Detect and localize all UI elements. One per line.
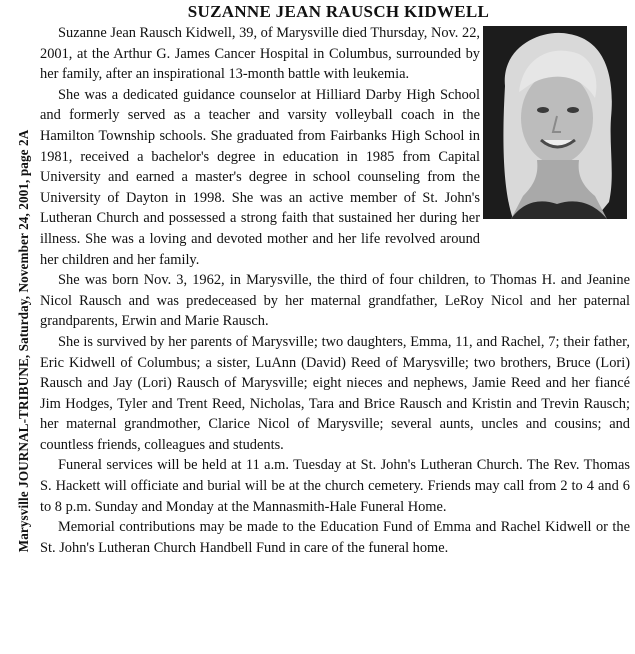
paragraph-funeral: Funeral services will be held at 11 a.m. Tuesday at St. John's Lutheran Church. The Rev. Thomas S. Hackett will officiate and burial will be at the church cemetery. Friends may call from 2 to 4 and 6 to 8 p.m. Sunday and Monday at the Mannasmith-Hale Funeral Home. [40,457,630,515]
paragraph-survivors: She is survived by her parents of Marysville; two daughters, Emma, 11, and Rachel, 7; their father, Eric Kidwell of Columbus; a sister, LuAnn (David) Reed of Marysville; two brothers, Bruce (Lori) Rausch and Jay (Lori) Rausch of Marysville; eight nieces and nephews, Jamie Reed and her fiancé Jim Hodges, Tyler and Trent Reed, Nicholas, Tara and Brice Rausch and Kristin and Trevin Rausch; her maternal grandmother, Clarice Nicol of Marysville; several aunts, uncles and cousins; and countless friends, colleagues and students. [40,333,630,453]
citation-text: Marysville JOURNAL-TRIBUNE, Saturday, November 24, 2001, page 2A [16,129,31,553]
paragraph-memorial: Memorial contributions may be made to the Education Fund of Emma and Rachel Kidwell or the St. John's Lutheran Church Handbell Fund in care of the funeral home. [40,519,630,556]
paragraph-birth: She was born Nov. 3, 1962, in Marysville, the third of four children, to Thomas H. and Jeanine Nicol Rausch and was predeceased by her maternal grandfather, LeRoy Nicol and her paternal grandparents, Erwin and Marie Rausch. [40,272,630,330]
obituary-body [40,23,630,558]
newspaper-citation [12,56,36,626]
paragraph-career: She was a dedicated guidance counselor at Hilliard Darby High School and formerly served as a teacher and varsity volleyball coach in the Hamilton Township schools. She graduated from Fairbanks High School in 1981, received a bachelor's degree in education in 1985 from Capital University and earned a master's degree in school counseling from the University of Dayton in 1998. She was an active member of St. John's Lutheran Church and possessed a strong faith that sustained her during her illness. She was a loving and devoted mother and her life revolved around her children and her family. [40,86,480,268]
paragraph-death-notice: Suzanne Jean Rausch Kidwell, 39, of Marysville died Thursday, Nov. 22, 2001, at the Arthur G. James Cancer Hospital in Columbus, surrounded by her family, after an inspirational 13-month battle with leukemia. [40,25,480,83]
obituary-title: SUZANNE JEAN RAUSCH KIDWELL [187,2,490,21]
